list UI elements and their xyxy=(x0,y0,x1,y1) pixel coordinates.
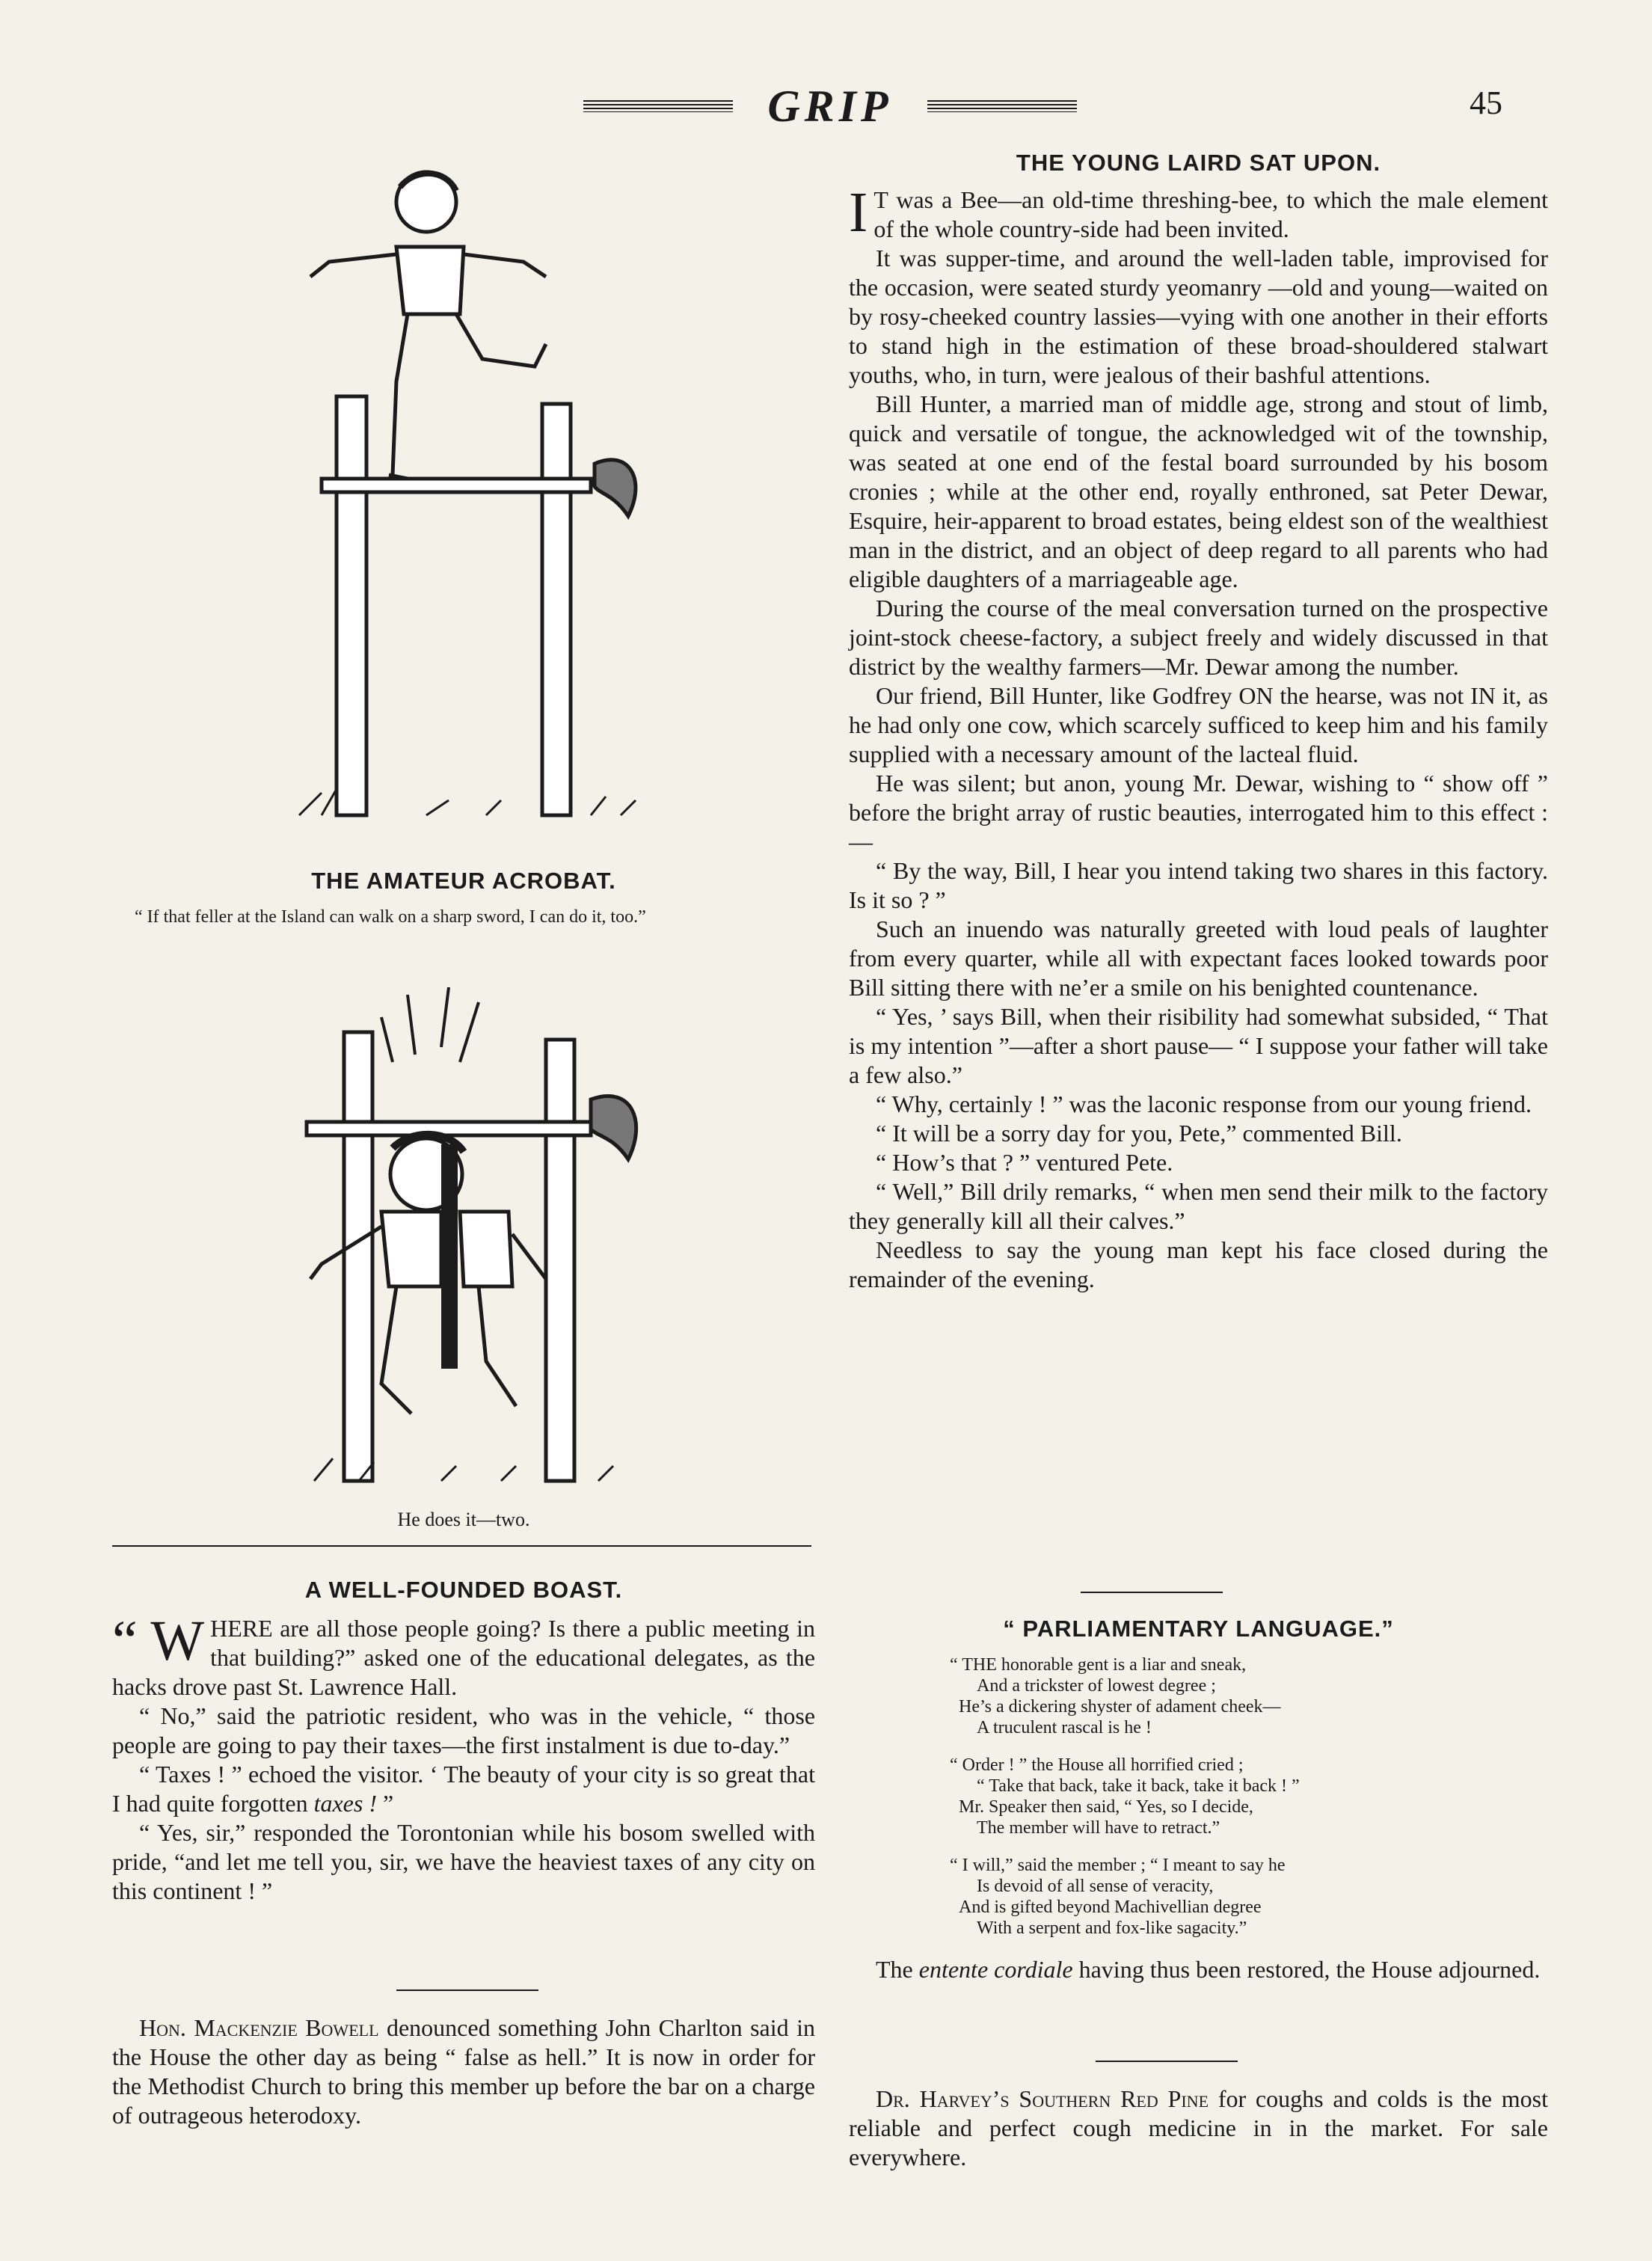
laird-paragraph-13: “ Well,” Bill drily remarks, “ when men send their milk to the factory they generally kill all their calves.” xyxy=(849,1178,1548,1234)
well-founded-boast-article xyxy=(112,1577,815,1906)
divider xyxy=(396,1990,538,1991)
acrobat-heading: THE AMATEUR ACROBAT. xyxy=(311,868,616,894)
laird-heading: THE YOUNG LAIRD SAT UPON. xyxy=(1016,150,1381,176)
poem-line: A truculent rascal is he ! xyxy=(977,1718,1152,1737)
poem-line: Is devoid of all sense of veracity, xyxy=(977,1877,1214,1896)
masthead xyxy=(583,81,1077,133)
poem-stanza xyxy=(950,1654,1548,1738)
laird-paragraph-8: Such an inuendo was naturally greeted with loud peals of laughter from every quarter, while all with expectant faces looked towards poor Bill sitting there with ne’er a smile on his benighted countenance. xyxy=(849,915,1548,1001)
parliamentary-heading: “ PARLIAMENTARY LANGUAGE.” xyxy=(1003,1616,1394,1642)
laird-paragraph-6: He was silent; but anon, young Mr. Dewar, wishing to “ show off ” before the bright array of rustic beauties, interrogated him to this effect :— xyxy=(849,770,1548,855)
divider xyxy=(1081,1592,1223,1593)
laird-paragraph-11: “ It will be a sorry day for you, Pete,” commented Bill. xyxy=(876,1120,1402,1147)
boast-paragraph-1: HERE are all those people going? Is there a public meeting in that building?” asked one of the educational delegates, as the hacks drove past St. Lawrence Hall. xyxy=(112,1615,815,1700)
poem-line: And a trickster of lowest degree ; xyxy=(977,1676,1216,1696)
young-laird-article xyxy=(849,150,1548,1294)
bowell-text: denounced something John Charlton said in the House the other day as being “ false as hell.” It is now in order for the Methodist Church to bring this member up before the bar on a charge of outrageous heterodoxy. xyxy=(112,2014,815,2129)
poem-line: Mr. Speaker then said, “ Yes, so I decide, xyxy=(959,1797,1253,1817)
laird-paragraph-9: “ Yes, ’ says Bill, when their risibility had somewhat subsided, “ That is my intention ”—after a short pause— “ I suppose your father will take a few also.” xyxy=(849,1003,1548,1088)
acrobat-illustration-2 xyxy=(292,987,681,1496)
divider xyxy=(1096,2061,1238,2062)
laird-paragraph-3: Bill Hunter, a married man of middle age, strong and stout of limb, quick and versatile of tongue, the acknowledged wit of the township, was seated at one end of the festal board surrounded by his bosom cronies ; while at the other end, royally enthroned, sat Peter Dewar, Esquire, heir-apparent to broad estates, being eldest son of the wealthiest man in the district, and an object of deep regard to all parents who had eligible daughters of a marriageable age. xyxy=(849,390,1548,592)
boast-heading: A WELL-FOUNDED BOAST. xyxy=(304,1577,623,1603)
acrobat-illustration-1 xyxy=(277,165,681,838)
boast-paragraph-2: “ No,” said the patriotic resident, who was in the vehicle, “ those people are going to pay their taxes—the first instalment is due to-day.” xyxy=(112,1702,815,1758)
poem-line: “ I will,” said the member ; “ I meant to say he xyxy=(950,1856,1286,1875)
masthead-rule-right xyxy=(927,100,1077,112)
poem-stanza xyxy=(950,1755,1548,1838)
poem-line: “ Order ! ” the House all horrified cried ; xyxy=(950,1755,1244,1775)
laird-dropcap: I xyxy=(849,181,868,244)
parliamentary-article: “ PARLIAMENTARY LANGUAGE.” “ THE honorable gent is a liar and sneak, And a trickster of lowest degree ; He’s a dickering shyster of adament cheek— A truculent rascal is he ! “ Order ! ” the House all horrified cried ; “ Take that back, take it back, take it back ! ” Mr. Speaker then said, “ Yes, so I decide, The member will have to retract.” “ I will,” said the member ; “ I meant to say he Is devoid of all sense of veracity, And is gifted beyond Machivellian degree With a serpent and fox-like sagacity.” The entente cordiale having thus been restored, the House adjourned. xyxy=(849,1616,1548,1984)
poem-line: “ Take that back, take it back, take it back ! ” xyxy=(977,1776,1300,1796)
bowell-name: Hon. Mackenzie Bowell xyxy=(139,2014,379,2041)
poem-line: With a serpent and fox-like sagacity.” xyxy=(977,1918,1247,1938)
divider xyxy=(112,1545,811,1547)
acrobat-second-caption: He does it—two. xyxy=(397,1509,530,1530)
red-pine-name: Dr. Harvey’s Southern Red Pine xyxy=(876,2085,1209,2112)
bowell-note xyxy=(112,2013,815,2130)
laird-paragraph-5: Our friend, Bill Hunter, like Godfrey ON the hearse, was not IN it, as he had only one cow, which scarcely sufficed to keep him and his family supplied with a necessary amount of the lacteal fluid. xyxy=(849,682,1548,767)
red-pine-text: for coughs and colds is the most reliable and perfect cough medicine in in the market. For sale everywhere. xyxy=(849,2085,1548,2171)
laird-paragraph-4: During the course of the meal conversation turned on the prospective joint-stock cheese-factory, a subject freely and widely discussed in that district by the wealthy farmers—Mr. Dewar among the number. xyxy=(849,595,1548,680)
laird-paragraph-1: T was a Bee—an old-time threshing-bee, to which the male element of the whole country-side had been invited. xyxy=(873,186,1548,242)
laird-paragraph-2: It was supper-time, and around the well-laden table, improvised for the occasion, were seated sturdy yeomanry —old and young—waited on by rosy-cheeked country lassies—vying with one another in their efforts to stand high in the estimation of these broad-shouldered stalwart youths, who, in turn, were jealous of their bashful attentions. xyxy=(849,245,1548,388)
masthead-title: GRIP xyxy=(767,82,893,131)
boast-dropcap: “ W xyxy=(112,1610,205,1672)
laird-paragraph-10: “ Why, certainly ! ” was the laconic response from our young friend. xyxy=(876,1090,1532,1117)
boast-paragraph-3: “ Taxes ! ” echoed the visitor. ‘ The beauty of your city is so great that I had quite forgotten taxes ! ” xyxy=(112,1761,815,1817)
poem-line: The member will have to retract.” xyxy=(977,1818,1220,1838)
laird-paragraph-7: “ By the way, Bill, I hear you intend taking two shares in this factory. Is it so ? ” xyxy=(849,857,1548,913)
acrobat-caption: “ If that feller at the Island can walk on a sharp sword, I can do it, too.” xyxy=(135,907,646,927)
parliamentary-poem xyxy=(950,1654,1548,1939)
red-pine-ad xyxy=(849,2084,1548,2172)
poem-line: And is gifted beyond Machivellian degree xyxy=(959,1898,1262,1917)
poem-line: “ THE honorable gent is a liar and sneak, xyxy=(950,1655,1247,1675)
page-number: 45 xyxy=(1470,85,1502,121)
laird-paragraph-14: Needless to say the young man kept his face closed during the remainder of the evening. xyxy=(849,1236,1548,1292)
poem-line: He’s a dickering shyster of adament cheek— xyxy=(959,1697,1281,1717)
poem-stanza xyxy=(950,1855,1548,1939)
boast-paragraph-4: “ Yes, sir,” responded the Torontonian while his bosom swelled with pride, “and let me tell you, sir, we have the heaviest taxes of any city on this continent ! ” xyxy=(112,1819,815,1904)
laird-paragraph-12: “ How’s that ? ” ventured Pete. xyxy=(876,1149,1173,1176)
